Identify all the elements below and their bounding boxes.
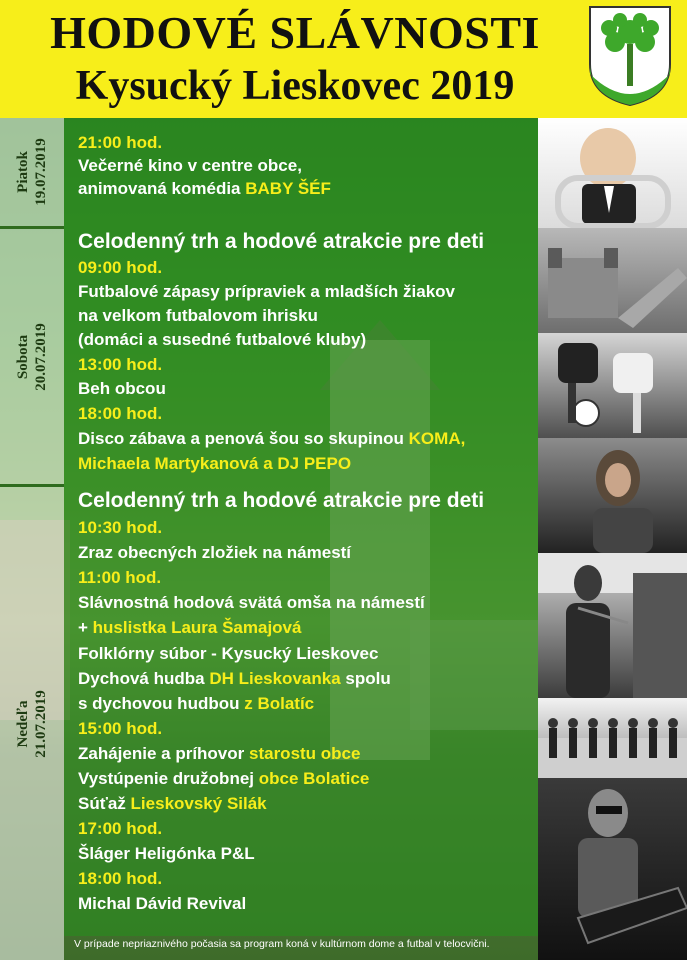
event-text: Večerné kino v centre obce, <box>78 156 302 175</box>
day-date: 19.07.2019 <box>33 138 49 206</box>
violinist-photo <box>538 553 687 698</box>
football-players-image <box>538 333 687 438</box>
event-text <box>78 428 465 450</box>
event-text: Michal Dávid Revival <box>78 894 247 913</box>
event-text: (domáci a susedné futbalové kluby) <box>78 330 367 349</box>
singer-woman-photo <box>538 438 687 553</box>
day-label-saturday <box>0 229 64 484</box>
event-highlight: z Bolatíc <box>244 694 315 713</box>
event-text <box>78 768 369 790</box>
event-text: na velkom futbalovom ihrisku <box>78 306 318 325</box>
event-text <box>78 793 267 815</box>
event-time: 15:00 hod. <box>78 719 163 738</box>
event-text-part: + <box>78 618 93 637</box>
event-text: Zraz obecných zložiek na námestí <box>78 543 352 562</box>
event-text: Šláger Heligónka P&L <box>78 844 255 863</box>
event-time: 13:00 hod. <box>78 355 163 374</box>
event-highlight: DH Lieskovanka <box>209 669 341 688</box>
day-heading: Celodenný trh a hodové atrakcie pre deti <box>78 489 485 512</box>
violinist-image <box>538 553 687 698</box>
coat-of-arms-icon <box>587 4 673 108</box>
day-label-sunday <box>0 487 64 960</box>
singer-woman-image <box>538 438 687 553</box>
event-text: Slávnostná hodová svätá omša na námestí <box>78 593 425 612</box>
event-text-part: Súťaž <box>78 794 131 813</box>
event-highlight: Lieskovský Silák <box>130 794 267 813</box>
event-text: Beh obcou <box>78 379 166 398</box>
event-text <box>78 178 331 200</box>
event-text <box>78 743 360 765</box>
football-players-photo <box>538 333 687 438</box>
event-time: 18:00 hod. <box>78 404 163 423</box>
day-heading: Celodenný trh a hodové atrakcie pre deti <box>78 230 485 253</box>
day-date: 21.07.2019 <box>33 689 49 758</box>
boss-baby-photo <box>538 118 687 228</box>
event-text <box>78 668 391 690</box>
event-text-part: spolu <box>340 669 391 688</box>
event-highlight: BABY ŠÉF <box>245 179 331 198</box>
inflatable-castle-image <box>538 228 687 333</box>
event-text-part: Vystúpenie družobnej <box>78 769 259 788</box>
event-text-part: animovaná komédia <box>78 179 246 198</box>
boss-baby-image <box>538 118 687 228</box>
event-text <box>78 617 301 639</box>
event-time: 10:30 hod. <box>78 518 163 537</box>
event-time: 21:00 hod. <box>78 133 163 152</box>
weather-note: V prípade nepriaznivého počasia sa program koná v kultúrnom dome a futbal v telocvični. <box>74 938 490 950</box>
event-highlight: Michaela Martykanová a DJ PEPO <box>78 454 352 473</box>
header-banner <box>0 0 687 118</box>
event-time: 09:00 hod. <box>78 258 163 277</box>
day-label-friday <box>0 118 64 226</box>
brass-band-photo <box>538 698 687 778</box>
page-title: HODOVÉ SLÁVNOSTI <box>50 7 540 58</box>
event-text-part: s dychovou hudbou <box>78 694 245 713</box>
event-highlight: obce Bolatice <box>258 769 370 788</box>
event-text-part: Disco zábava a penová šou so skupinou <box>78 429 409 448</box>
keyboard-singer-photo <box>538 778 687 960</box>
event-highlight: starostu obce <box>249 744 361 763</box>
inflatable-castle-photo <box>538 228 687 333</box>
event-text <box>78 693 314 715</box>
event-text-part: Dychová hudba <box>78 669 210 688</box>
event-text-part: Zahájenie a príhovor <box>78 744 249 763</box>
event-text: Futbalové zápasy prípraviek a mladších žiakov <box>78 282 455 301</box>
day-date: 20.07.2019 <box>33 322 49 391</box>
event-time: 17:00 hod. <box>78 819 163 838</box>
keyboard-singer-image <box>538 778 687 960</box>
event-highlight: huslistka Laura Šamajová <box>92 618 302 637</box>
page-subtitle: Kysucký Lieskovec 2019 <box>75 63 515 109</box>
day-name: Piatok <box>15 151 31 193</box>
event-text: Folklórny súbor - Kysucký Lieskovec <box>78 644 379 663</box>
day-name: Nedeľa <box>15 699 31 748</box>
event-highlight: KOMA, <box>408 429 466 448</box>
event-time: 11:00 hod. <box>78 568 162 587</box>
brass-band-image <box>538 698 687 778</box>
event-time: 18:00 hod. <box>78 869 163 888</box>
day-name: Sobota <box>15 334 31 379</box>
